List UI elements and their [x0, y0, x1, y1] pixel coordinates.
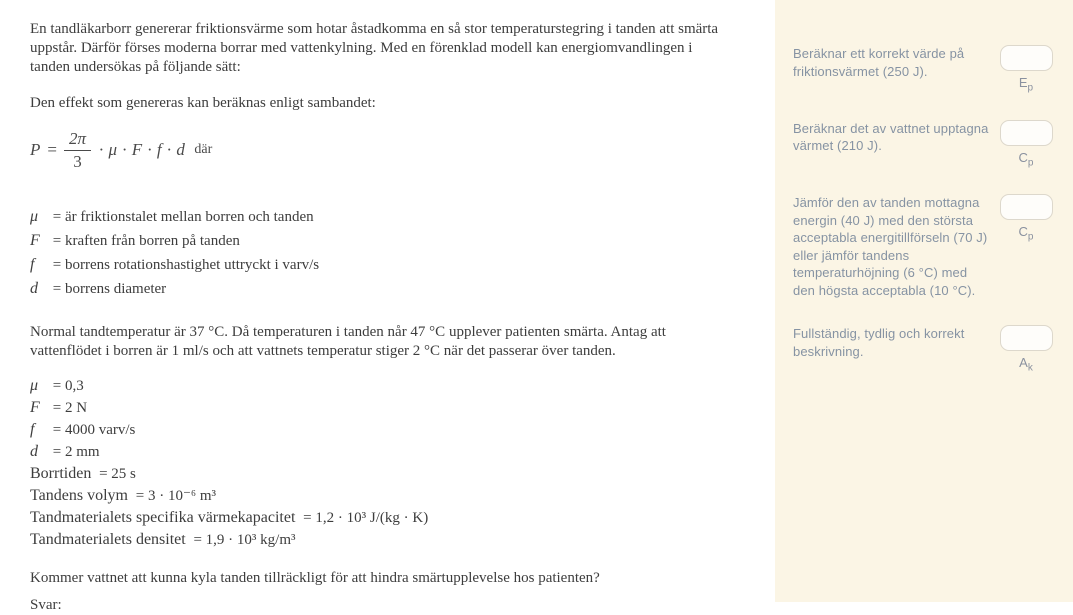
given-value: = 2 N	[52, 400, 88, 416]
variable-symbol: d	[30, 280, 38, 297]
score-input[interactable]	[1000, 120, 1053, 146]
score-level-label	[1019, 150, 1034, 169]
given-value: = 1,2 · 10³ J/(kg · K)	[303, 510, 429, 526]
variable-definition: = borrens diameter	[52, 281, 167, 297]
given-label: Tandmaterialets specifika värmekapacitet	[30, 509, 296, 526]
rubric-score-control	[998, 325, 1054, 374]
given-value-row	[30, 507, 722, 529]
answer-label: Svar:	[30, 597, 62, 613]
variable-symbol: F	[30, 232, 40, 249]
given-values	[30, 375, 722, 551]
conditions-paragraph: Normal tandtemperatur är 37 °C. Då temperaturen i tanden når 47 °C upplever patienten smärta. Antag att vattenflödet i borren är 1 ml/s och att vattnets temperatur stiger 2 °C när det passerar över tanden.	[30, 324, 666, 359]
score-level-subscript: p	[1027, 157, 1034, 169]
rubric-criterion-text: Jämför den av tanden mottagna energin (40 J) med den största acceptabla energitillförseln (70 J) eller jämför tandens temperaturhöjning (6 °C) med den högsta acceptabla (10 °C).	[793, 195, 988, 298]
given-symbol: μ	[30, 377, 39, 394]
given-label: Borrtiden	[30, 465, 92, 482]
fraction-numerator: 2π	[64, 130, 91, 151]
score-level-letter: C	[1018, 224, 1028, 240]
variable-symbol: μ	[30, 208, 39, 225]
variable-definition-row	[30, 205, 722, 229]
rubric-criterion-text: Beräknar det av vattnet upptagna värmet (210 J).	[793, 120, 989, 154]
formula-fraction	[64, 130, 91, 171]
fraction-denominator: 3	[73, 151, 82, 171]
given-value: = 3 · 10⁻⁶ m³	[135, 488, 217, 504]
problem-content	[30, 20, 722, 615]
given-value-row	[30, 463, 722, 485]
score-level-subscript: p	[1027, 82, 1034, 94]
given-label: Tandmaterialets densitet	[30, 531, 186, 548]
given-value: = 0,3	[52, 378, 84, 394]
intro-paragraph: En tandläkarborr genererar friktionsvärme som hotar åstadkomma en så stor temperaturstegring i tanden att smärta uppstår. Därför förses moderna borrar med vattenkylning. Med en förenklad modell kan energiomvandlingen i tanden undersökas på följande sätt:	[30, 21, 719, 75]
power-formula	[30, 127, 722, 173]
rubric-item-friction-heat	[793, 45, 1054, 94]
score-input[interactable]	[1000, 194, 1053, 220]
rubric-item-water-heat	[793, 120, 1054, 169]
variable-definition: = är friktionstalet mellan borren och tanden	[52, 209, 314, 225]
score-level-subscript: k	[1027, 362, 1033, 374]
given-value-row	[30, 485, 722, 507]
variable-definition-row	[30, 229, 722, 253]
given-value-row	[30, 441, 722, 463]
formula-intro-text: Den effekt som genereras kan beräknas enligt sambandet:	[30, 95, 376, 111]
formula-equals: =	[47, 140, 57, 159]
formula-terms: · μ · F · f · d	[99, 140, 186, 159]
formula-where-label: där	[194, 142, 213, 157]
given-symbol: F	[30, 399, 40, 416]
given-value-row	[30, 375, 722, 397]
score-level-letter: E	[1018, 75, 1028, 90]
rubric-item-comparison	[793, 194, 1054, 299]
score-level-label	[1019, 224, 1034, 243]
given-value: = 25 s	[99, 466, 136, 482]
variable-definition: = kraften från borren på tanden	[52, 233, 240, 249]
given-label: Tandens volym	[30, 487, 128, 504]
variable-definition: = borrens rotationshastighet uttryckt i varv/s	[52, 257, 320, 273]
given-value-row	[30, 419, 722, 441]
given-symbol: f	[30, 421, 35, 438]
rubric-item-description	[793, 325, 1054, 374]
score-level-subscript: p	[1027, 231, 1034, 243]
rubric-score-control	[998, 45, 1054, 94]
rubric-criterion-text: Beräknar ett korrekt värde på friktionsvärmet (250 J).	[793, 46, 965, 79]
given-value: = 1,9 · 10³ kg/m³	[193, 532, 296, 548]
given-value: = 2 mm	[52, 444, 100, 460]
score-level-letter: A	[1019, 355, 1028, 371]
score-level-letter: C	[1018, 149, 1028, 165]
given-symbol: d	[30, 443, 38, 460]
given-value: = 4000 varv/s	[52, 422, 136, 438]
variable-definition-row	[30, 277, 722, 301]
question-text: Kommer vattnet att kunna kyla tanden tillräckligt för att hindra smärtupplevelse hos patienten?	[30, 570, 600, 586]
rubric-panel	[775, 0, 1073, 602]
rubric-criterion-text: Fullständig, tydlig och korrekt beskrivning.	[793, 326, 965, 359]
formula-symbol: P	[30, 140, 41, 159]
given-value-row	[30, 529, 722, 551]
score-level-label	[1019, 355, 1033, 374]
score-input[interactable]	[1000, 45, 1053, 71]
variable-definitions	[30, 205, 722, 301]
variable-definition-row	[30, 253, 722, 277]
variable-symbol: f	[30, 256, 35, 273]
score-level-label	[1019, 75, 1033, 94]
score-input[interactable]	[1000, 325, 1053, 351]
rubric-score-control	[998, 120, 1054, 169]
rubric-score-control	[998, 194, 1054, 243]
given-value-row	[30, 397, 722, 419]
